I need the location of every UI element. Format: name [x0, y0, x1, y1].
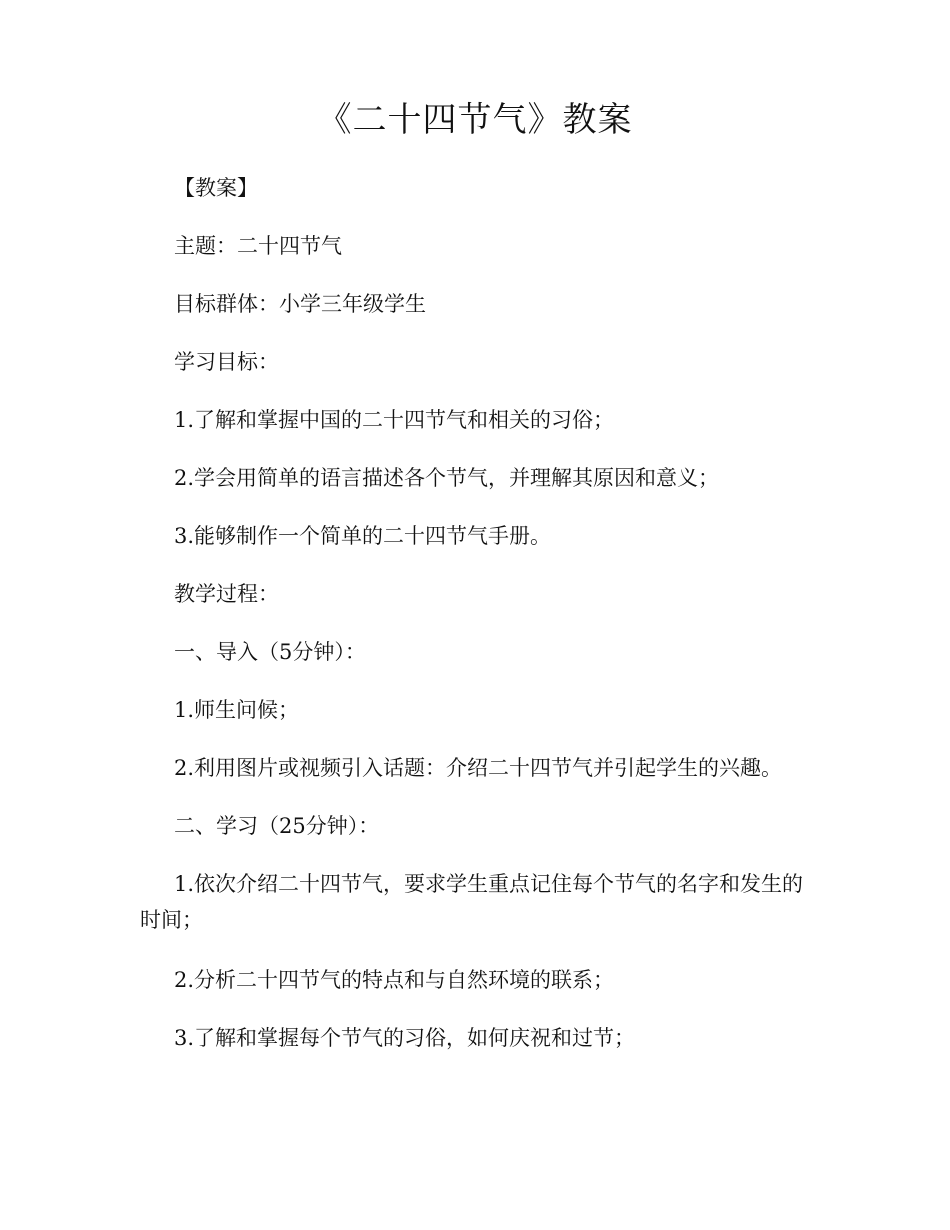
paragraph-section-intro: 一、导入（5分钟）：: [174, 640, 366, 664]
paragraph-heading-jiaoan: 【教案】: [174, 176, 258, 200]
paragraph-goal-2: 2.学会用简单的语言描述各个节气，并理解其原因和意义；: [174, 466, 720, 490]
paragraph-section-study: 二、学习（25分钟）：: [174, 814, 380, 838]
paragraph-goal-1: 1.了解和掌握中国的二十四节气和相关的习俗；: [174, 408, 615, 432]
document-title: 《二十四节气》教案: [317, 100, 633, 140]
paragraph-topic: 主题：二十四节气: [174, 234, 342, 258]
paragraph-learning-goals-heading: 学习目标：: [174, 350, 279, 374]
paragraph-study-step-2: 2.分析二十四节气的特点和与自然环境的联系；: [174, 968, 615, 992]
paragraph-study-step-1: 1.依次介绍二十四节气，要求学生重点记住每个节气的名字和发生的时间；: [140, 872, 804, 932]
paragraph-intro-step-1: 1.师生问候；: [174, 698, 300, 722]
paragraph-target-group: 目标群体：小学三年级学生: [174, 292, 426, 316]
paragraph-intro-step-2: 2.利用图片或视频引入话题：介绍二十四节气并引起学生的兴趣。: [174, 756, 783, 780]
paragraph-goal-3: 3.能够制作一个简单的二十四节气手册。: [174, 524, 552, 548]
paragraph-process-heading: 教学过程：: [174, 582, 279, 606]
paragraph-study-step-3: 3.了解和掌握每个节气的习俗，如何庆祝和过节；: [174, 1026, 636, 1050]
